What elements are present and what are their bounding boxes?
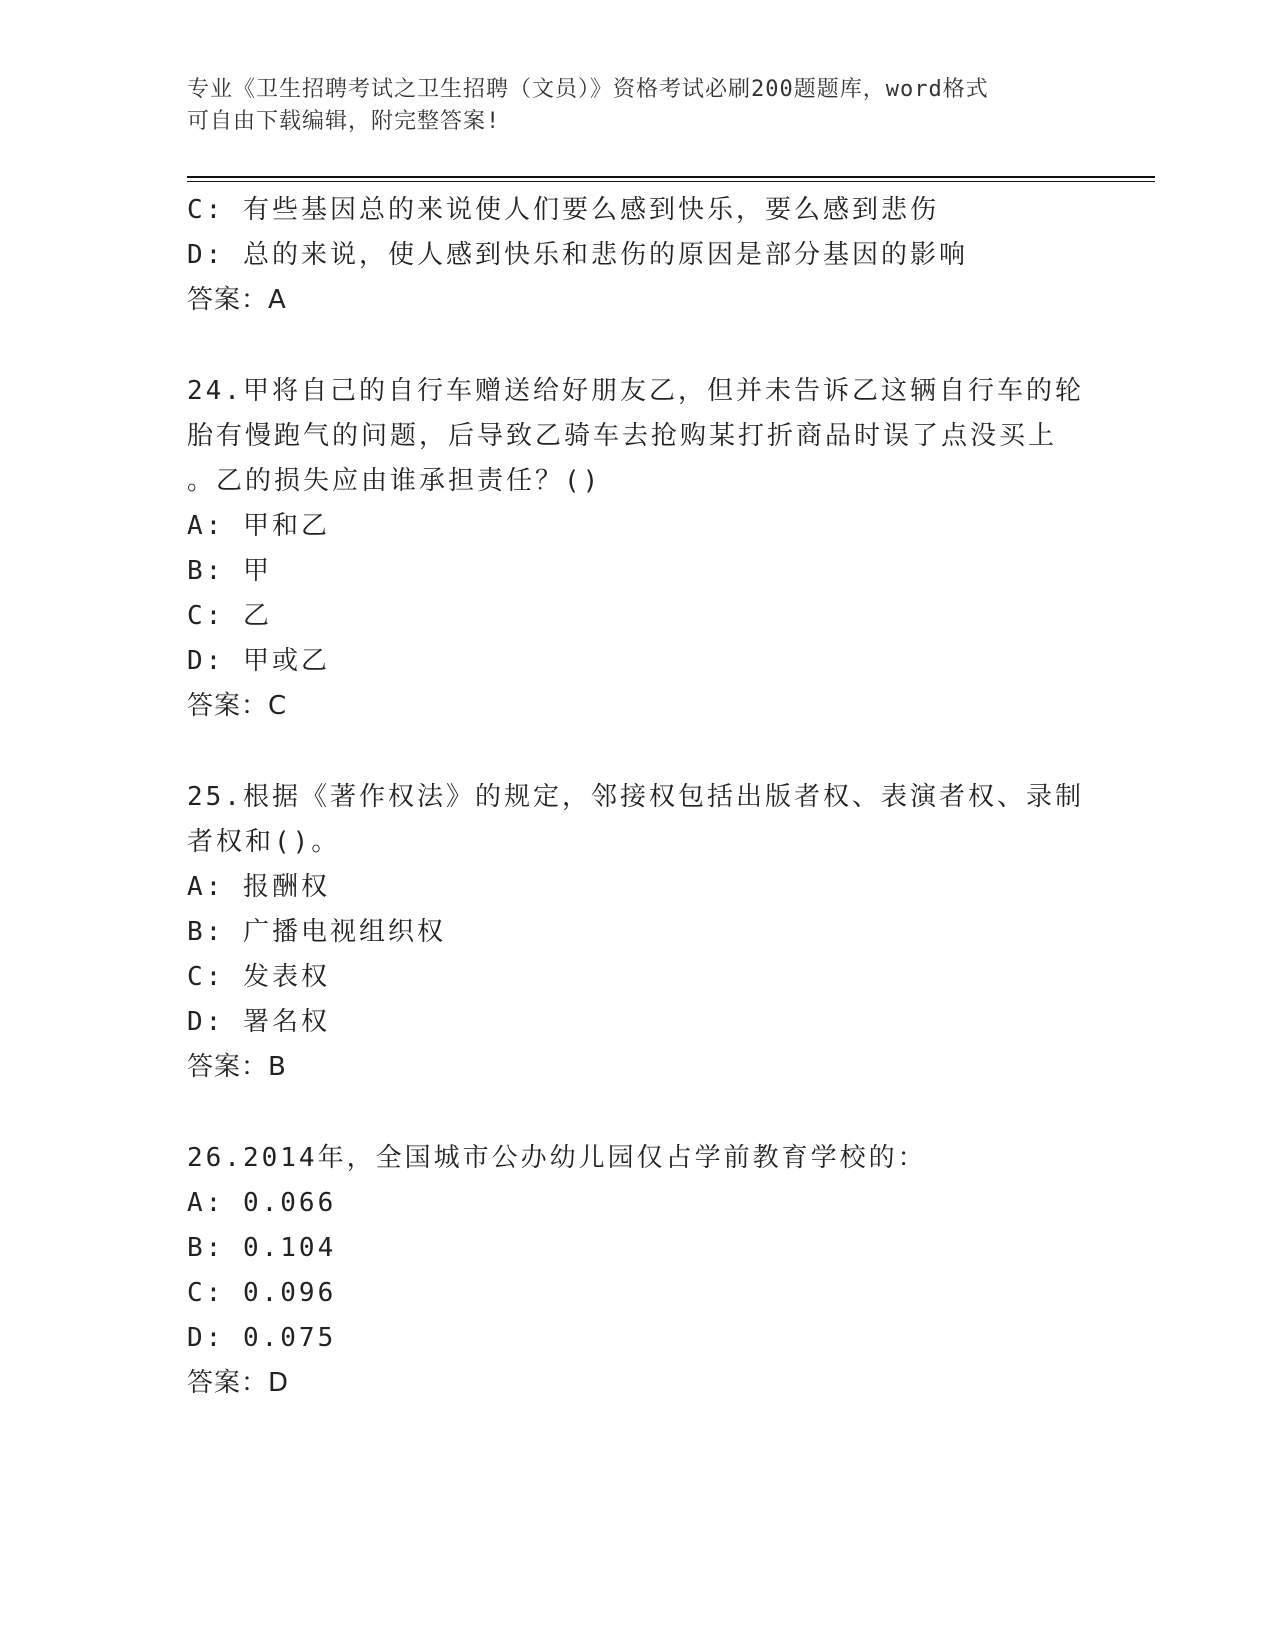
question-stem-line: 者权和()。 bbox=[187, 827, 341, 857]
header-divider-thick bbox=[187, 176, 1155, 178]
question-stem-line: 24.甲将自己的自行车赠送给好朋友乙，但并未告诉乙这辆自行车的轮 bbox=[187, 376, 1084, 406]
question-stem-line: 26.2014年，全国城市公办幼儿园仅占学前教育学校的： bbox=[187, 1143, 927, 1173]
option-c: C: 乙 bbox=[187, 601, 272, 631]
answer-line: 答案：C bbox=[187, 691, 288, 721]
option-d: D: 总的来说，使人感到快乐和悲伤的原因是部分基因的影响 bbox=[187, 240, 968, 270]
document-header bbox=[187, 74, 1067, 138]
answer-line: 答案：B bbox=[187, 1052, 287, 1082]
option-c: C: 0.096 bbox=[187, 1278, 337, 1308]
question-stem-line: 。乙的损失应由谁承担责任？() bbox=[187, 466, 602, 496]
header-line-1: 专业《卫生招聘考试之卫生招聘（文员）》资格考试必刷200题题库，word格式 bbox=[187, 77, 989, 102]
question-26 bbox=[187, 1136, 1087, 1406]
spacer bbox=[187, 1090, 1087, 1136]
option-d: D: 0.075 bbox=[187, 1323, 337, 1353]
question-stem-line: 25.根据《著作权法》的规定，邻接权包括出版者权、表演者权、录制 bbox=[187, 782, 1084, 812]
header-line-2: 可自由下载编辑，附完整答案! bbox=[187, 109, 501, 134]
question-stem-line: 胎有慢跑气的问题，后导致乙骑车去抢购某打折商品时误了点没买上 bbox=[187, 421, 1058, 451]
option-a: A: 报酬权 bbox=[187, 872, 330, 902]
option-a: A: 0.066 bbox=[187, 1188, 337, 1218]
option-b: B: 广播电视组织权 bbox=[187, 917, 446, 947]
header-divider-thin bbox=[187, 181, 1155, 182]
option-d: D: 甲或乙 bbox=[187, 646, 330, 676]
answer-line: 答案：D bbox=[187, 1368, 290, 1398]
option-c: C: 有些基因总的来说使人们要么感到快乐，要么感到悲伤 bbox=[187, 195, 939, 225]
prev-question-block bbox=[187, 188, 1087, 323]
spacer bbox=[187, 323, 1087, 369]
option-c: C: 发表权 bbox=[187, 962, 330, 992]
option-b: B: 甲 bbox=[187, 556, 272, 586]
option-b: B: 0.104 bbox=[187, 1233, 337, 1263]
answer-line: 答案：A bbox=[187, 285, 287, 315]
option-a: A: 甲和乙 bbox=[187, 511, 330, 541]
question-25 bbox=[187, 775, 1087, 1090]
question-content bbox=[187, 188, 1087, 1406]
spacer bbox=[187, 729, 1087, 775]
question-24 bbox=[187, 369, 1087, 729]
option-d: D: 署名权 bbox=[187, 1007, 330, 1037]
